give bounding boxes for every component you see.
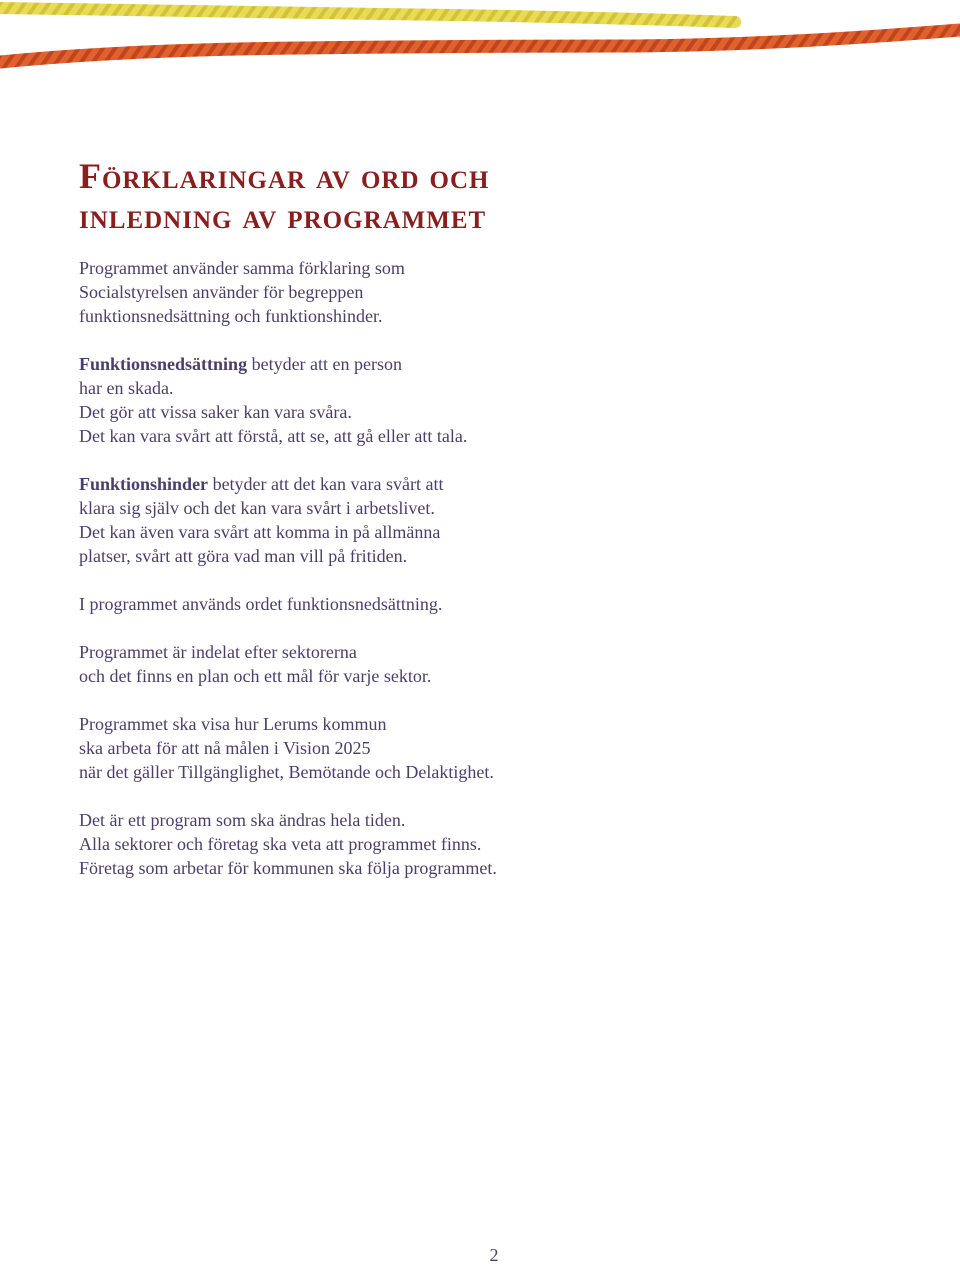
text-line: Det gör att vissa saker kan vara svåra. [79, 402, 352, 422]
title-line-1: Förklaringar av ord och [79, 156, 490, 196]
text-line: Programmet ska visa hur Lerums kommun [79, 714, 387, 734]
orange-rope [0, 30, 960, 62]
text-line: och det finns en plan och ett mål för varje sektor. [79, 666, 432, 686]
term-definition: betyder att en person [247, 354, 403, 374]
text-line [79, 352, 839, 376]
paragraph-structure [79, 640, 839, 688]
page-number: 2 [489, 1245, 499, 1265]
text-line: Det är ett program som ska ändras hela tiden. [79, 810, 406, 830]
text-line [79, 472, 839, 496]
paragraph-purpose [79, 712, 839, 784]
term-funktionshinder: Funktionshinder [79, 474, 209, 494]
text-line: Programmet använder samma förklaring som [79, 258, 405, 278]
body-content [79, 256, 839, 904]
text-line: funktionsnedsättning och funktionshinder. [79, 306, 383, 326]
text-line: Programmet är indelat efter sektorerna [79, 642, 357, 662]
text-line: har en skada. [79, 378, 174, 398]
term-definition: betyder att det kan vara svårt att [208, 474, 444, 494]
text-line: klara sig själv och det kan vara svårt i arbetslivet. [79, 498, 435, 518]
text-line: Alla sektorer och företag ska veta att programmet finns. [79, 834, 482, 854]
decorative-ropes [0, 0, 960, 80]
text-line: Det kan även vara svårt att komma in på allmänna [79, 522, 441, 542]
paragraph-living-document [79, 808, 839, 880]
title-line-2: inledning av programmet [79, 196, 487, 236]
text-line: platser, svårt att göra vad man vill på fritiden. [79, 546, 408, 566]
paragraph-intro [79, 256, 839, 328]
text-line: Företag som arbetar för kommunen ska följa programmet. [79, 858, 497, 878]
text-line: Det kan vara svårt att förstå, att se, att gå eller att tala. [79, 426, 468, 446]
text-line: Socialstyrelsen använder för begreppen [79, 282, 364, 302]
text-line: I programmet används ordet funktionsnedsättning. [79, 594, 443, 614]
text-line: när det gäller Tillgänglighet, Bemötande och Delaktighet. [79, 762, 494, 782]
paragraph-funktionshinder [79, 472, 839, 568]
paragraph-term-usage [79, 592, 839, 616]
term-funktionsnedsattning: Funktionsnedsättning [79, 354, 248, 374]
paragraph-funktionsnedsattning [79, 352, 839, 448]
text-line: ska arbeta för att nå målen i Vision 2025 [79, 738, 371, 758]
page-title [79, 156, 879, 236]
yellow-rope [0, 8, 735, 22]
